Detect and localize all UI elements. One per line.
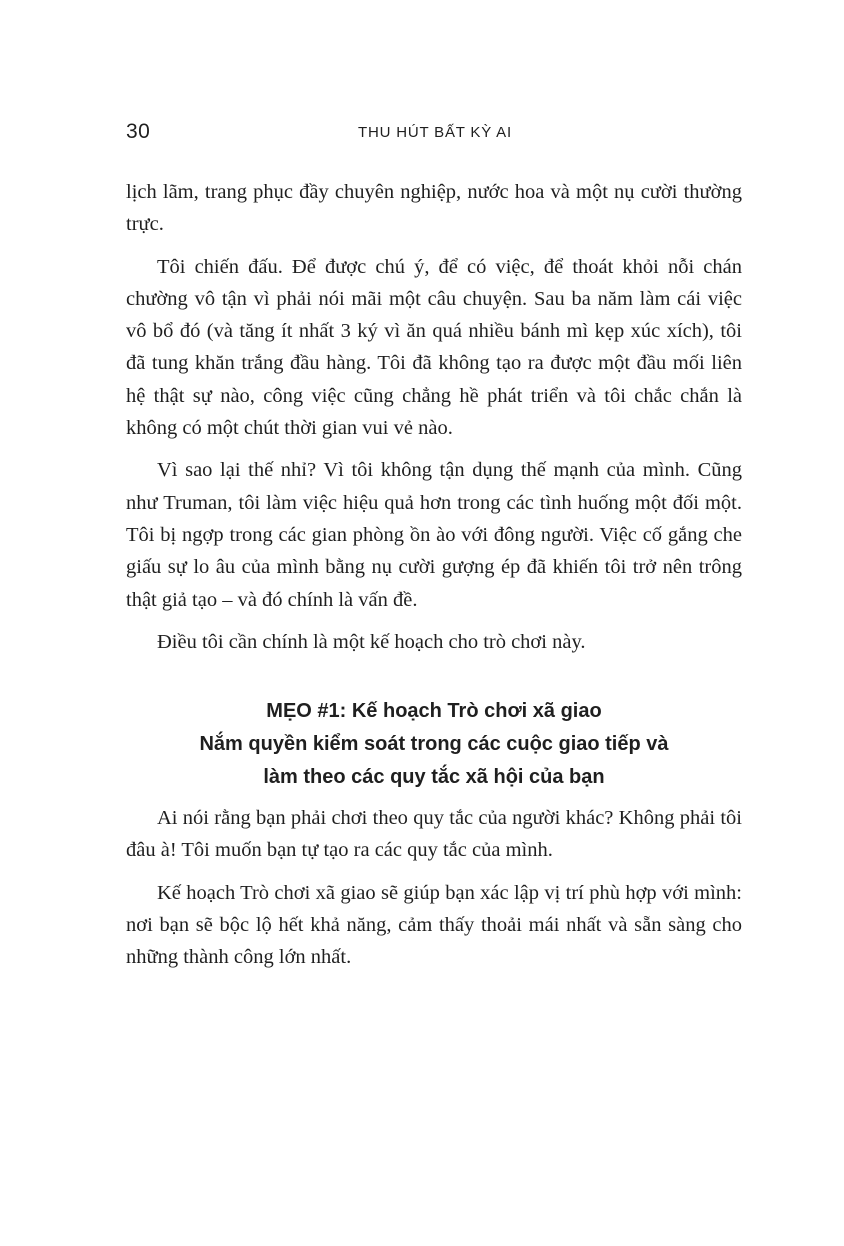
running-title: THU HÚT BẤT KỲ AI	[358, 124, 512, 141]
section-heading	[126, 695, 742, 794]
paragraph: Ai nói rằng bạn phải chơi theo quy tắc của người khác? Không phải tôi đâu à! Tôi muốn bạn tự tạo ra các quy tắc của mình.	[126, 807, 742, 862]
paragraph: Tôi chiến đấu. Để được chú ý, để có việc, để thoát khỏi nỗi chán chường vô tận vì phải nói mãi một câu chuyện. Sau ba năm làm cái việc vô bổ đó (và tăng ít nhất 3 ký vì ăn quá nhiều bánh mì kẹp xúc xích), tôi đã tung khăn trắng đầu hàng. Tôi đã không tạo ra được một đầu mối liên hệ thật sự nào, công việc cũng chẳng hề phát triển và tôi chắc chắn là không có một chút thời gian vui vẻ nào.	[126, 255, 742, 440]
page-number: 30	[126, 120, 151, 143]
paragraph: Điều tôi cần chính là một kế hoạch cho trò chơi này.	[157, 630, 586, 653]
page-body	[126, 176, 742, 984]
section-heading-subtitle-line-1: Nắm quyền kiểm soát trong các cuộc giao tiếp và	[199, 733, 669, 756]
section-heading-title: MẸO #1: Kế hoạch Trò chơi xã giao	[266, 700, 602, 723]
page-header	[126, 120, 744, 152]
section-heading-subtitle-line-2: làm theo các quy tắc xã hội của bạn	[263, 766, 605, 789]
paragraph-continued: lịch lãm, trang phục đầy chuyên nghiệp, nước hoa và một nụ cười thường trực.	[126, 181, 742, 236]
paragraph: Kế hoạch Trò chơi xã giao sẽ giúp bạn xác lập vị trí phù hợp với mình: nơi bạn sẽ bộc lộ hết khả năng, cảm thấy thoải mái nhất và sẵn sàng cho những thành công lớn nhất.	[126, 881, 742, 969]
paragraph: Vì sao lại thế nhỉ? Vì tôi không tận dụng thế mạnh của mình. Cũng như Truman, tôi làm việc hiệu quả hơn trong các tình huống một đối một. Tôi bị ngợp trong các gian phòng ồn ào với đông người. Việc cố gắng che giấu sự lo âu của mình bằng nụ cười gượng ép đã khiến tôi trở nên trông thật giả tạo – và đó chính là vấn đề.	[126, 459, 742, 611]
